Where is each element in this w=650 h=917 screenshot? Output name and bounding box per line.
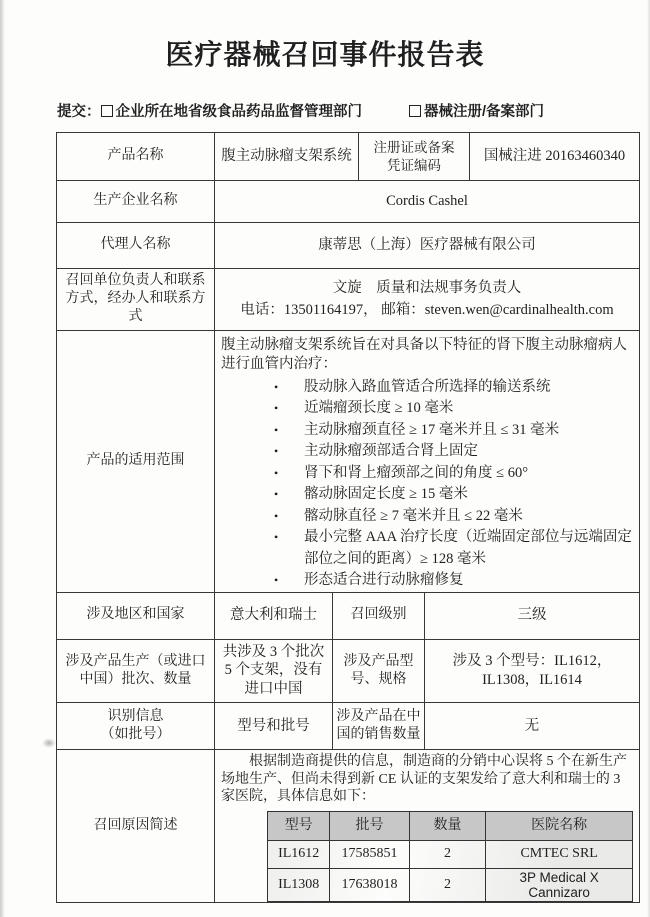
table-row-recall-reason xyxy=(57,749,639,902)
field-label-models: 涉及产品型号、规格 xyxy=(332,640,424,703)
field-label-batches: 涉及产品生产（或进口中国）批次、数量 xyxy=(65,653,206,687)
submit-option-provincial-authority xyxy=(101,100,363,121)
field-label-product-name: 产品名称 xyxy=(107,148,164,164)
scan-smudge xyxy=(42,738,56,748)
recall-detail-table xyxy=(267,811,633,902)
field-value-product-name: 腹主动脉瘤支架系统 xyxy=(214,133,358,180)
field-value-contact xyxy=(214,269,639,330)
bullet-icon: • xyxy=(274,487,279,502)
column-header-model: 型号 xyxy=(268,811,330,840)
field-label-china-sales: 涉及产品在中国的销售数量 xyxy=(332,703,424,749)
bullet-text: 股动脉入路血管适合所选择的输送系统 xyxy=(304,378,551,395)
cell-model: IL1308 xyxy=(268,868,330,901)
field-label-recall-level: 召回级别 xyxy=(332,593,424,639)
submit-option-label: 企业所在地省级食品药品监督管理部门 xyxy=(115,104,362,120)
list-item xyxy=(274,570,632,592)
list-item xyxy=(274,527,632,570)
field-value-regions: 意大利和瑞士 xyxy=(214,593,332,639)
cell-batch: 17638018 xyxy=(330,868,409,901)
field-value-manufacturer: Cordis Cashel xyxy=(214,181,639,222)
cell-quantity: 2 xyxy=(409,868,486,901)
field-value-identification: 型号和批号 xyxy=(214,703,332,749)
bullet-text: 肾下和肾上瘤颈部之间的角度 ≤ 60° xyxy=(304,464,529,481)
scope-bullet-list xyxy=(221,377,632,592)
table-row-manufacturer xyxy=(57,180,639,222)
field-value-china-sales: 无 xyxy=(424,703,639,749)
field-label-contact: 召回单位负责人和联系方式，经办人和联系方式 xyxy=(65,273,206,325)
bullet-text: 主动脉瘤颈部适合肾上固定 xyxy=(304,443,478,460)
list-item xyxy=(274,377,632,399)
field-label-manufacturer: 生产企业名称 xyxy=(93,193,178,209)
contact-person: 文旋 质量和法规事务负责人 xyxy=(332,279,522,296)
submit-option-registration-authority xyxy=(409,100,544,121)
bullet-icon: • xyxy=(274,508,279,523)
checkbox-icon xyxy=(101,105,113,117)
list-item xyxy=(274,420,632,442)
checkbox-icon xyxy=(409,105,421,117)
field-label-registration-code: 注册证或备案凭证编码 xyxy=(358,133,469,180)
table-row-identification xyxy=(57,702,639,749)
table-row-agent xyxy=(57,222,639,268)
identification-label-line1: 识别信息 xyxy=(107,708,164,724)
bullet-icon: • xyxy=(274,530,279,545)
recall-report-table xyxy=(56,132,640,903)
field-value-scope xyxy=(214,331,639,592)
column-header-hospital: 医院名称 xyxy=(486,811,633,840)
cell-hospital: CMTEC SRL xyxy=(486,840,633,868)
list-item xyxy=(274,463,632,485)
bullet-icon: • xyxy=(274,465,279,480)
submit-line xyxy=(57,100,650,121)
submit-label: 提交： xyxy=(57,104,101,120)
field-value-recall-reason xyxy=(214,750,639,902)
identification-label-line2: （如批号） xyxy=(100,727,171,743)
bullet-text: 主动脉瘤颈直径 ≥ 17 毫米并且 ≤ 31 毫米 xyxy=(304,421,560,438)
field-label-recall-reason: 召回原因简述 xyxy=(93,817,178,833)
field-value-registration-code: 国械注进 20163460340 xyxy=(469,133,639,180)
field-label-scope: 产品的适用范围 xyxy=(86,452,185,468)
field-value-batches: 共涉及 3 个批次 5 个支架，没有进口中国 xyxy=(214,640,332,703)
bullet-text: 最小完整 AAA 治疗长度（近端固定部位与远端固定部位之间的距离）≥ 128 毫米 xyxy=(304,529,632,567)
list-item xyxy=(274,484,632,506)
table-row-contact xyxy=(57,268,639,330)
field-value-recall-level: 三级 xyxy=(424,593,639,639)
list-item xyxy=(274,506,632,528)
cell-batch: 17585851 xyxy=(330,840,409,868)
bullet-text: 形态适合进行动脉瘤修复 xyxy=(304,572,464,589)
field-label-agent: 代理人名称 xyxy=(100,237,171,253)
cell-hospital: 3P Medical X Cannizaro xyxy=(486,868,633,901)
cell-model: IL1612 xyxy=(268,840,330,868)
bullet-icon: • xyxy=(274,573,279,588)
table-row xyxy=(268,840,633,868)
bullet-text: 髂动脉直径 ≥ 7 毫米并且 ≤ 22 毫米 xyxy=(304,507,523,524)
table-header-row xyxy=(268,811,633,840)
scope-intro: 腹主动脉瘤支架系统旨在对具备以下特征的肾下腹主动脉瘤病人进行血管内治疗： xyxy=(221,336,627,372)
table-row-scope xyxy=(57,330,639,592)
list-item xyxy=(274,398,632,420)
contact-phone-email: 电话：13501164197， 邮箱：steven.wen@cardinalhealth.com xyxy=(240,301,614,318)
field-label-identification xyxy=(57,703,214,749)
recall-reason-description: 根据制造商提供的信息，制造商的分销中心误将 5 个在新生产场地生产、但尚未得到新 CE 认证的支架发给了意大利和瑞士的 3 家医院，具体信息如下： xyxy=(221,754,627,805)
submit-option-label: 器械注册/备案部门 xyxy=(424,104,545,120)
cell-quantity: 2 xyxy=(409,840,486,868)
field-label-regions: 涉及地区和国家 xyxy=(86,607,185,623)
field-value-models: 涉及 3 个型号：IL1612，IL1308，IL1614 xyxy=(424,640,639,703)
table-row-batches xyxy=(57,639,639,703)
page-title: 医疗器械召回事件报告表 xyxy=(165,39,485,70)
table-row-regions xyxy=(57,592,639,639)
bullet-text: 髂动脉固定长度 ≥ 15 毫米 xyxy=(304,486,468,503)
column-header-batch: 批号 xyxy=(330,811,409,840)
bullet-icon: • xyxy=(274,444,279,459)
table-row xyxy=(268,868,633,901)
list-item xyxy=(274,441,632,463)
bullet-icon: • xyxy=(274,401,279,416)
table-row-product xyxy=(57,133,639,180)
bullet-icon: • xyxy=(274,379,279,394)
bullet-icon: • xyxy=(274,422,279,437)
column-header-quantity: 数量 xyxy=(409,811,486,840)
bullet-text: 近端瘤颈长度 ≥ 10 毫米 xyxy=(304,400,454,417)
field-value-agent: 康蒂思（上海）医疗器械有限公司 xyxy=(214,223,639,268)
